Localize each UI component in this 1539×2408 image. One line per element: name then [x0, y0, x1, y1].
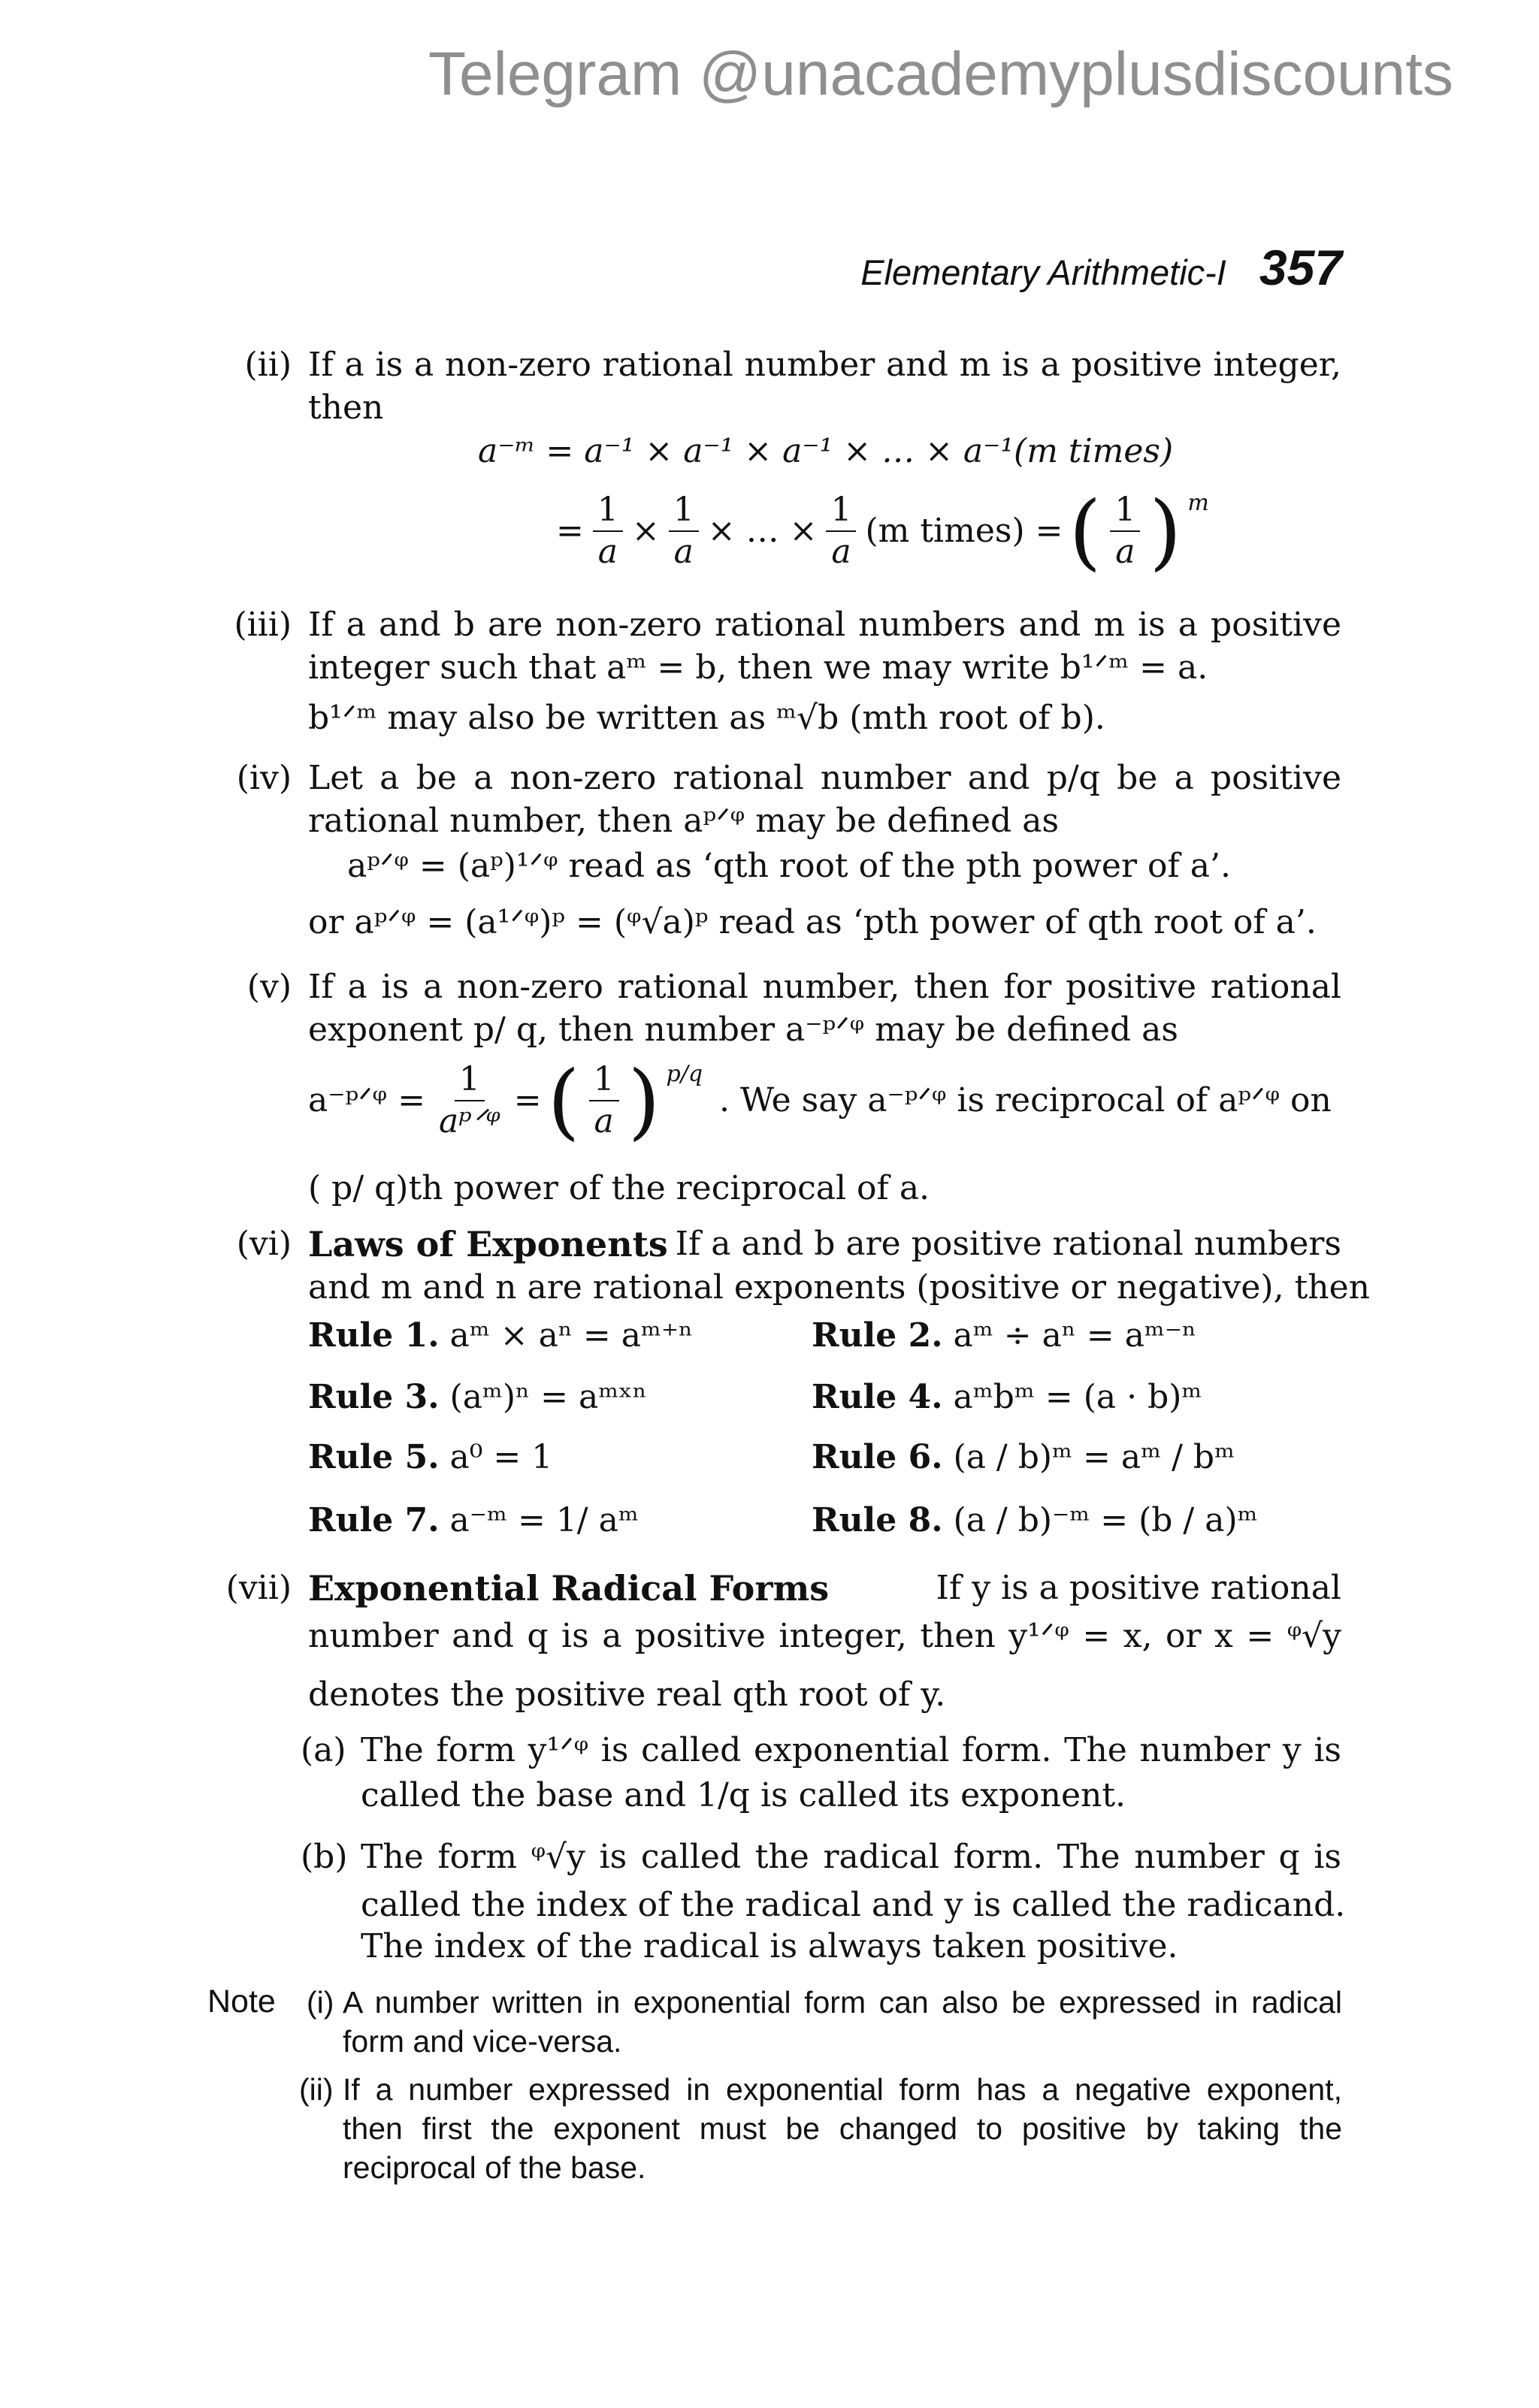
- radical-forms-heading: Exponential Radical Forms: [308, 1568, 830, 1609]
- page-number: 357: [1259, 240, 1342, 295]
- note-ii-line-3: reciprocal of the base.: [343, 2150, 646, 2185]
- item-ii-equation-2: [556, 483, 1209, 579]
- m-times-text: (m times) =: [865, 512, 1063, 550]
- note-ii-line-1: If a number expressed in exponential form has a negative exponent,: [343, 2072, 1342, 2107]
- sub-a-line-2: called the base and 1/q is called its exponent.: [361, 1776, 1126, 1814]
- item-v-line-1: If a is a non-zero rational number, then for positive rational: [308, 968, 1341, 1006]
- sub-b-line-1: The form ᵠ√y is called the radical form. The number q is: [361, 1838, 1341, 1876]
- rule-3: Rule 3. (aᵐ)ⁿ = aᵐˣⁿ: [308, 1378, 647, 1416]
- item-iv-line-4: or aᵖᐟᵠ = (a¹ᐟᵠ)ᵖ = (ᵠ√a)ᵖ read as ‘pth power of qth root of a’.: [308, 903, 1317, 941]
- item-label-ii: (ii): [244, 346, 292, 384]
- item-iii-line-1: If a and b are non-zero rational numbers and m is a positive: [308, 606, 1341, 644]
- fraction: $\frac{1}{\text{aᵖᐟᵠ}}$: [438, 1060, 500, 1141]
- exponent-pq: p/q: [666, 1061, 703, 1087]
- item-vii-line-2: number and q is a positive integer, then y¹ᐟᵠ = x, or x = ᵠ√y: [308, 1617, 1341, 1655]
- item-ii-line-1: If a is a non-zero rational number and m is a positive integer,: [308, 346, 1341, 384]
- fraction: $\frac{1}{a}$: [1110, 490, 1140, 573]
- equals-sign: =: [513, 1081, 542, 1119]
- running-head: [860, 239, 1342, 296]
- item-ii-equation-1: a⁻ᵐ = a⁻¹ × a⁻¹ × a⁻¹ × … × a⁻¹(m times): [478, 432, 1174, 470]
- item-iv-line-3: aᵖᐟᵠ = (aᵖ)¹ᐟᵠ read as ‘qth root of the pth power of a’.: [347, 847, 1231, 885]
- rule-6: Rule 6. (a / b)ᵐ = aᵐ / bᵐ: [812, 1438, 1235, 1476]
- item-iii-line-3: b¹ᐟᵐ may also be written as ᵐ√b (mth root of b).: [308, 699, 1105, 737]
- fraction: $\frac{1}{a}$: [589, 1059, 619, 1142]
- note-label: Note: [207, 1984, 276, 2020]
- sub-b-line-2: called the index of the radical and y is called the radicand.: [361, 1886, 1346, 1924]
- item-vi-line-1: [308, 1225, 1341, 1264]
- item-label-vii: (vii): [225, 1569, 292, 1607]
- left-paren: (: [1069, 483, 1102, 579]
- item-iv-line-2: rational number, then aᵖᐟᵠ may be defined as: [308, 802, 1060, 840]
- note-i-line-1: A number written in exponential form can also be expressed in radical: [343, 1985, 1342, 2020]
- radical-forms-intro: If y is a positive rational: [936, 1569, 1341, 1607]
- item-vii-line-3: denotes the positive real qth root of y.: [308, 1675, 946, 1714]
- right-paren: ): [627, 1053, 661, 1149]
- rule-8: Rule 8. (a / b)⁻ᵐ = (b / a)ᵐ: [812, 1501, 1258, 1539]
- item-v-line-4: ( p/ q)th power of the reciprocal of a.: [308, 1169, 930, 1207]
- left-paren: (: [547, 1053, 580, 1149]
- item-label-iv: (iv): [236, 759, 292, 797]
- fraction: $\frac{1}{a}$: [826, 490, 856, 573]
- watermark: Telegram @unacademyplusdiscounts: [428, 40, 1454, 108]
- times-sign: ×: [631, 512, 660, 550]
- note-ii-line-2: then first the exponent must be changed to positive by taking the: [343, 2111, 1342, 2146]
- equation-tail: . We say a⁻ᵖᐟᵠ is reciprocal of aᵖᐟᵠ on: [719, 1081, 1332, 1119]
- sub-label-a: (a): [301, 1731, 346, 1769]
- laws-intro: If a and b are positive rational numbers: [675, 1225, 1341, 1263]
- sub-b-line-3: The index of the radical is always taken positive.: [361, 1927, 1178, 1965]
- fraction: $\frac{1}{a}$: [669, 490, 699, 573]
- item-vi-line-2: and m and n are rational exponents (positive or negative), then: [308, 1268, 1370, 1307]
- note-label-i: (i): [307, 1985, 334, 2020]
- fraction: $\frac{1}{a}$: [593, 490, 623, 573]
- note-i-line-2: form and vice-versa.: [343, 2024, 622, 2059]
- ellipsis: × … ×: [707, 512, 818, 550]
- rule-2: Rule 2. aᵐ ÷ aⁿ = aᵐ⁻ⁿ: [812, 1316, 1197, 1355]
- sub-label-b: (b): [301, 1838, 348, 1876]
- note-label-ii: (ii): [299, 2072, 334, 2107]
- item-v-line-2: exponent p/ q, then number a⁻ᵖᐟᵠ may be defined as: [308, 1011, 1178, 1049]
- item-label-v: (v): [246, 968, 292, 1006]
- item-label-iii: (iii): [234, 606, 292, 644]
- item-iv-line-1: Let a be a non-zero rational number and p/q be a positive: [308, 759, 1341, 797]
- chapter-title: Elementary Arithmetic-I: [860, 252, 1226, 292]
- sub-a-line-1: The form y¹ᐟᵠ is called exponential form. The number y is: [361, 1731, 1341, 1769]
- item-label-vi: (vi): [236, 1225, 292, 1263]
- rule-4: Rule 4. aᵐbᵐ = (a · b)ᵐ: [812, 1378, 1202, 1416]
- rule-1: Rule 1. aᵐ × aⁿ = aᵐ⁺ⁿ: [308, 1316, 694, 1355]
- item-ii-line-2: then: [308, 388, 384, 427]
- laws-heading: Laws of Exponents: [308, 1224, 668, 1264]
- item-v-equation: [308, 1053, 1332, 1149]
- right-paren: ): [1149, 483, 1182, 579]
- item-iii-line-2: integer such that aᵐ = b, then we may write b¹ᐟᵐ = a.: [308, 648, 1208, 687]
- exponent-m: m: [1187, 490, 1209, 516]
- rule-5: Rule 5. a⁰ = 1: [308, 1438, 553, 1476]
- equals-sign: =: [556, 512, 584, 550]
- item-vii-line-1: [308, 1569, 1341, 1608]
- rule-7: Rule 7. a⁻ᵐ = 1/ aᵐ: [308, 1501, 639, 1539]
- equation-left: a⁻ᵖᐟᵠ =: [308, 1081, 425, 1119]
